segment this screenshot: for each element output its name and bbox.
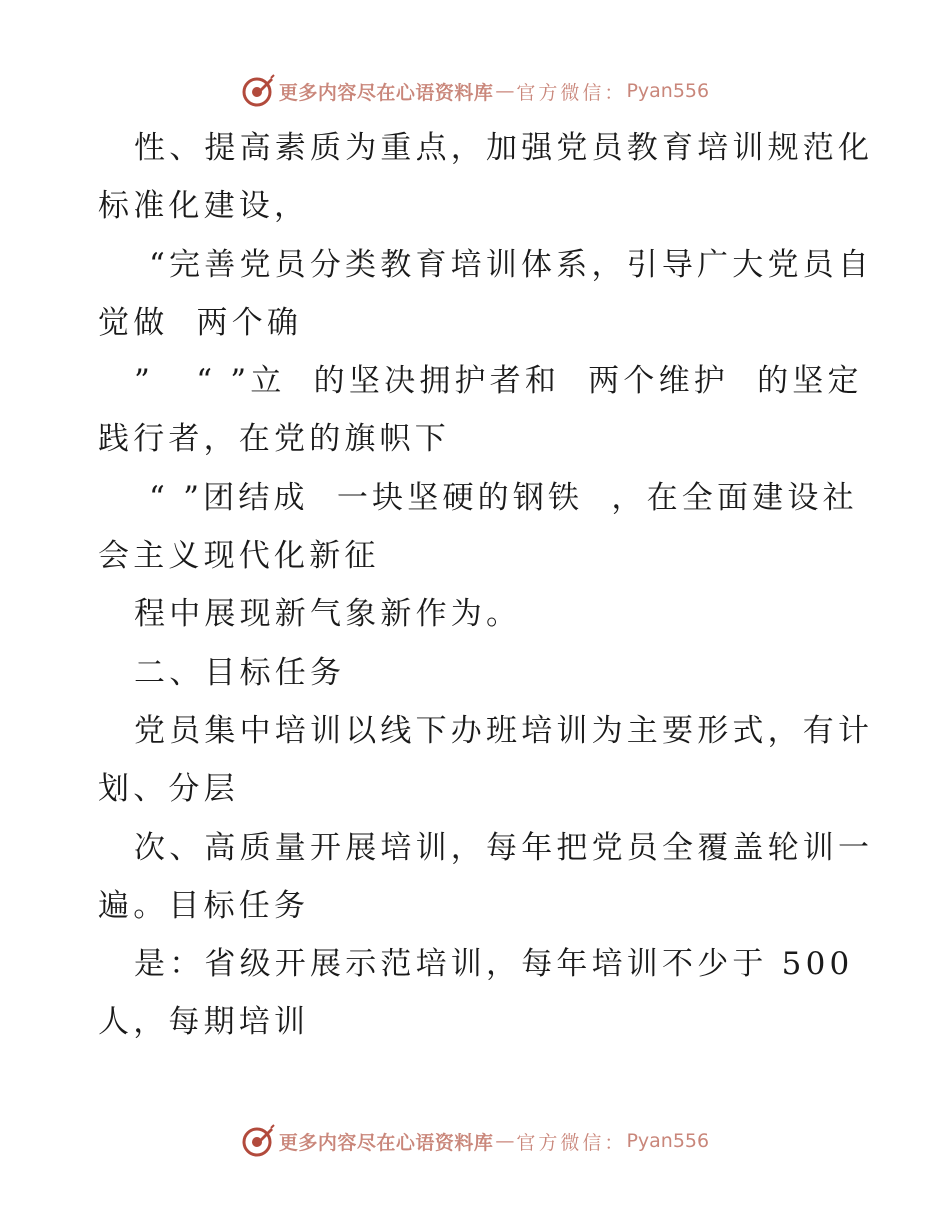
header-watermark bbox=[0, 71, 950, 111]
text-line: 会主义现代化新征 bbox=[98, 538, 380, 575]
watermark-wechat-label: 官方微信： bbox=[516, 1131, 627, 1154]
document-body bbox=[98, 119, 874, 1052]
pen-quill-logo-icon bbox=[241, 74, 275, 108]
section-heading: 二、目标任务 bbox=[134, 654, 346, 691]
text-line: 标准化建设， bbox=[98, 188, 310, 225]
watermark-dash: — bbox=[495, 1130, 515, 1152]
text-line: 践行者，在党的旗帜下 bbox=[98, 421, 450, 458]
pen-quill-logo-icon bbox=[241, 1124, 275, 1158]
watermark-text: 更多内容尽在心语资料库 bbox=[278, 1131, 494, 1154]
watermark-wechat-id: Pyan556 bbox=[626, 1130, 710, 1152]
watermark-wechat-label: 官方微信： bbox=[516, 81, 627, 104]
text-line: 觉做 两个确 bbox=[98, 304, 303, 341]
text-line: ” “ ”立 的坚决拥护者和 两个维护 的坚定 bbox=[134, 363, 863, 400]
text-line: “ ”团结成 一块坚硬的钢铁 ，在全面建设社 bbox=[149, 479, 858, 516]
text-line: 是：省级开展示范培训，每年培训不少于 500 bbox=[134, 946, 854, 983]
watermark-wechat-id: Pyan556 bbox=[626, 80, 710, 102]
text-line: “完善党员分类教育培训体系，引导广大党员自 bbox=[149, 246, 874, 283]
text-line: 人，每期培训 bbox=[98, 1004, 310, 1041]
watermark-text: 更多内容尽在心语资料库 bbox=[278, 81, 494, 104]
text-line: 遍。目标任务 bbox=[98, 887, 310, 924]
text-line: 划、分层 bbox=[98, 771, 239, 808]
text-line: 性、提高素质为重点，加强党员教育培训规范化 bbox=[134, 130, 874, 166]
footer-watermark bbox=[0, 1121, 950, 1161]
text-line: 次、高质量开展培训，每年把党员全覆盖轮训一 bbox=[134, 829, 874, 866]
text-line: 程中展现新气象新作为。 bbox=[134, 596, 522, 633]
watermark-dash: — bbox=[495, 80, 515, 102]
text-line: 党员集中培训以线下办班培训为主要形式，有计 bbox=[134, 712, 874, 749]
